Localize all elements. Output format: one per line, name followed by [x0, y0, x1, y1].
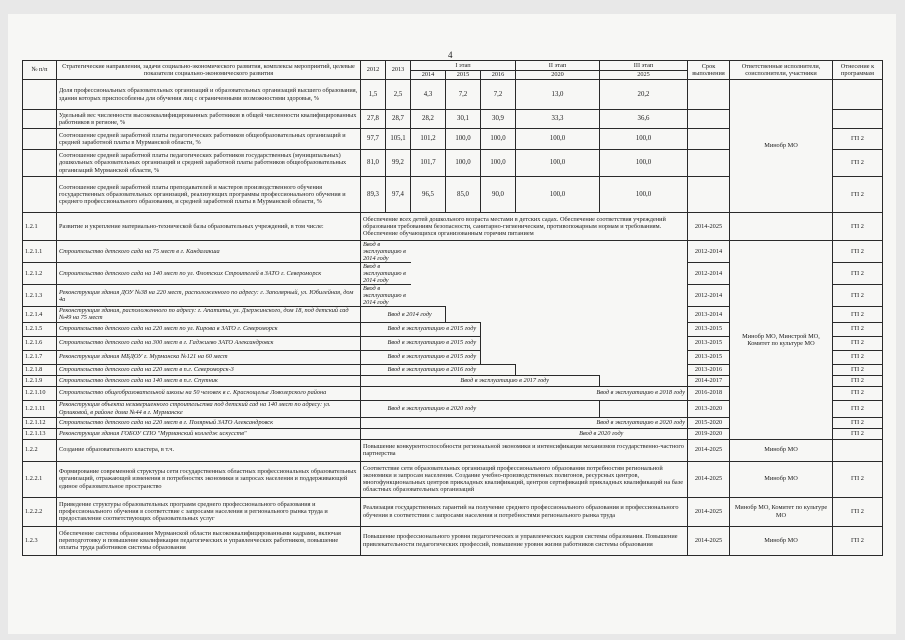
term-cell: 2014-2025	[688, 497, 730, 526]
header-term: Срок выполнения	[688, 61, 730, 80]
term-cell: 2013-2015	[688, 336, 730, 350]
program-cell: ГП 2	[833, 400, 883, 417]
header-stage-3: III этап	[600, 61, 688, 71]
timeline-bar: Ввод в эксплуатацию в 2014 году	[361, 241, 411, 263]
header-responsible: Ответственные исполнители, соисполнители, участники	[730, 61, 833, 80]
measure-text: Строительство детского сада на 140 мест по ул. Флотских Строителей в ЗАТО г. Североморск	[57, 263, 361, 285]
timeline-bar: Ввод в эксплуатацию в 2015 году	[386, 350, 481, 364]
measure-row-1-2-2	[23, 439, 883, 461]
timeline-bar: Ввод в эксплуатацию в 2014 году	[361, 263, 411, 285]
header-2016: 2016	[481, 71, 516, 80]
value-cell: 1,5	[361, 80, 386, 110]
timeline-bar: Ввод в эксплуатацию в 2015 году	[386, 322, 481, 336]
measure-text: Реконструкция здания МБДОУ г. Мурманска №121 на 60 мест	[57, 350, 361, 364]
value-cell: 100,0	[446, 150, 481, 177]
value-cell: 105,1	[386, 129, 411, 150]
expected-result: Повышение конкурентоспособности региональной экономики и интенсификация механизмов государственно-частного партнерства	[361, 439, 688, 461]
program-cell: ГП 2	[833, 263, 883, 285]
row-number: 1.2.1.12	[23, 417, 57, 428]
measure-text: Развитие и укрепление материально-технической базы образовательных учреждений, в том числе:	[57, 213, 361, 241]
term-cell: 2014-2025	[688, 526, 730, 555]
value-cell: 97,4	[386, 177, 411, 213]
indicator-text: Доля профессиональных образовательных организаций и образовательных организаций высшего образования, здания которых приспособлены для обучения лиц с ограниченными возможностями здоровья, %	[57, 80, 361, 110]
measure-row-1-2-1	[23, 213, 883, 241]
program-cell: ГП 2	[833, 350, 883, 364]
program-cell: ГП 2	[833, 386, 883, 400]
value-cell: 7,2	[446, 80, 481, 110]
program-cell: ГП 2	[833, 150, 883, 177]
term-cell: 2015-2020	[688, 417, 730, 428]
program-cell: ГП 2	[833, 307, 883, 322]
value-cell: 100,0	[481, 150, 516, 177]
program-cell: ГП 2	[833, 213, 883, 241]
row-number: 1.2.1.8	[23, 364, 57, 375]
term-cell: 2012-2014	[688, 263, 730, 285]
measure-text: Обеспечение системы образования Мурманской области высококвалифицированными кадрами, включая переподготовку и повышение квалификации педагогических и управленческих работников, повышение оплаты труда работников системы образования	[57, 526, 361, 555]
value-cell: 4,3	[411, 80, 446, 110]
timeline-bar: Ввод в эксплуатацию в 2014 году	[361, 285, 411, 307]
program-cell: ГП 2	[833, 417, 883, 428]
value-cell: 100,0	[516, 177, 600, 213]
term-cell: 2014-2025	[688, 213, 730, 241]
indicator-row	[23, 80, 883, 110]
measure-text: Реконструкция здания ГОБОУ СПО "Мурманский колледж искусств"	[57, 428, 361, 439]
row-number: 1.2.2	[23, 439, 57, 461]
indicator-text: Соотношение средней заработной платы педагогических работников общеобразовательных организаций и средней заработной платы в Мурманской области, %	[57, 129, 361, 150]
measure-text: Реконструкция объекта незавершенного строительства под детский сад на 140 мест по адресу: ул. Орликовой, в районе дома №44 в г. Мурманске	[57, 400, 361, 417]
row-number: 1.2.1.3	[23, 285, 57, 307]
header-directions: Стратегические направления, задачи социально-экономического развития, комплексы мероприятий, целевые показатели социально-экономического развития	[57, 61, 361, 80]
header-stage-1: I этап	[411, 61, 516, 71]
term-cell: 2019-2020	[688, 428, 730, 439]
header-2020: 2020	[516, 71, 600, 80]
value-cell: 100,0	[516, 129, 600, 150]
header-stage-2: II этап	[516, 61, 600, 71]
term-cell: 2014-2025	[688, 461, 730, 497]
term-cell: 2013-2015	[688, 350, 730, 364]
program-cell: ГП 2	[833, 428, 883, 439]
timeline-bar: Ввод в эксплуатацию в 2020 году	[446, 417, 688, 428]
measure-row-1-2-2-2	[23, 497, 883, 526]
value-cell: 30,9	[481, 110, 516, 129]
row-number: 1.2.2.1	[23, 461, 57, 497]
term-cell: 2012-2014	[688, 241, 730, 263]
term-cell: 2013-2016	[688, 364, 730, 375]
term-cell: 2013-2014	[688, 307, 730, 322]
measure-text: Строительство детского сада на 75 мест в г. Кандалакша	[57, 241, 361, 263]
responsible-cell: Минобр МО	[730, 461, 833, 497]
expected-result: Повышение профессионального уровня педагогических и управленческих кадров системы образования. Повышение привлекательности педагогических профессий, повышение уровня жизни работников системы образования	[361, 526, 688, 555]
program-cell: ГП 2	[833, 526, 883, 555]
timeline-bar: Ввод в эксплуатацию в 2018 году	[516, 386, 688, 400]
program-cell: ГП 2	[833, 241, 883, 263]
value-cell: 28,7	[386, 110, 411, 129]
program-cell: ГП 2	[833, 336, 883, 350]
value-cell: 101,2	[411, 129, 446, 150]
program-cell: ГП 2	[833, 285, 883, 307]
expected-result: Обеспечение всех детей дошкольного возраста местами в детских садах. Обеспечение соответствия учреждений образования требованиям безопасности, санитарно-гигиеническим, противопожарным нормам и требованиям. Обеспечение обучающихся организованным горячим питанием	[361, 213, 688, 241]
term-cell: 2013-2015	[688, 322, 730, 336]
value-cell: 96,5	[411, 177, 446, 213]
term-cell: 2014-2017	[688, 375, 730, 386]
program-cell: ГП 2	[833, 461, 883, 497]
header-2014: 2014	[411, 71, 446, 80]
value-cell: 97,7	[361, 129, 386, 150]
header-2012: 2012	[361, 61, 386, 80]
value-cell: 81,0	[361, 150, 386, 177]
measure-text: Строительство детского сада на 220 мест в п.г. Североморск-3	[57, 364, 361, 375]
value-cell: 33,3	[516, 110, 600, 129]
responsible-cell: Минобр МО, Комитет по культуре МО	[730, 497, 833, 526]
responsible-cell: Минобр МО	[730, 439, 833, 461]
timeline-bar: Ввод в эксплуатацию в 2016 году	[386, 364, 516, 375]
row-number: 1.2.1	[23, 213, 57, 241]
measure-text: Строительство детского сада на 220 мест по ул. Кирова в ЗАТО г. Североморск	[57, 322, 361, 336]
value-cell: 30,1	[446, 110, 481, 129]
value-cell: 13,0	[516, 80, 600, 110]
program-cell: ГП 2	[833, 497, 883, 526]
expected-result: Соответствие сети образовательных организаций профессионального образования потребностям региональной экономики и запросам населения. Создание учебно-производственных полигонов, ресурсных центров, многофункциональных центров прикладных квалификаций, центров сертификаций прикладных квалификаций на базе областных образовательных организаций	[361, 461, 688, 497]
row-number: 1.2.1.10	[23, 386, 57, 400]
header-2025: 2025	[600, 71, 688, 80]
term-cell: 2016-2018	[688, 386, 730, 400]
page-number: 4	[448, 50, 453, 60]
responsible-cell: Минобр МО	[730, 80, 833, 213]
measure-text: Строительство общеобразовательной школы на 50 человек в с. Краснощелье Ловозерского района	[57, 386, 361, 400]
value-cell: 20,2	[600, 80, 688, 110]
measure-row-1-2-3	[23, 526, 883, 555]
row-number: 1.2.1.1	[23, 241, 57, 263]
term-cell: 2012-2014	[688, 285, 730, 307]
value-cell: 89,3	[361, 177, 386, 213]
indicator-text: Соотношение средней заработной платы преподавателей и мастеров производственного обучения государственных образовательных организаций, реализующих программы профессионального обучения и среднего профессионального образования, и средней заработной платы в Мурманской области, %	[57, 177, 361, 213]
expected-result: Реализация государственных гарантий на получение среднего профессионального образования и профессионального обучения в соответствии с запросами населения и потребностями регионального рынка труда	[361, 497, 688, 526]
program-cell: ГП 2	[833, 364, 883, 375]
row-number: 1.2.1.13	[23, 428, 57, 439]
row-number: 1.2.1.4	[23, 307, 57, 322]
timeline-bar: Ввод в эксплуатацию в 2015 году	[386, 336, 481, 350]
term-cell: 2013-2020	[688, 400, 730, 417]
row-number: 1.2.1.7	[23, 350, 57, 364]
value-cell: 85,0	[446, 177, 481, 213]
program-cell: ГП 2	[833, 129, 883, 150]
value-cell: 100,0	[516, 150, 600, 177]
timeline-bar: Ввод в 2020 году	[516, 428, 688, 439]
timeline-bar: Ввод в эксплуатацию в 2017 году	[411, 375, 600, 386]
header-programs: Отнесение к программам	[833, 61, 883, 80]
measure-text: Строительство детского сада на 220 мест в г. Полярный ЗАТО Александровск	[57, 417, 361, 428]
indicator-text: Удельный вес численности высококвалифицированных работников в общей численности квалифицированных работников в регионе, %	[57, 110, 361, 129]
row-number: 1.2.1.9	[23, 375, 57, 386]
program-cell	[833, 110, 883, 129]
measure-text: Реконструкция здания, расположенного по адресу: г. Апатиты, ул. Дзержинского, дом 18, под детский сад №49 на 75 мест	[57, 307, 361, 322]
responsible-cell: Минобр МО	[730, 526, 833, 555]
program-cell	[833, 80, 883, 110]
value-cell: 100,0	[446, 129, 481, 150]
header-2015: 2015	[446, 71, 481, 80]
row-number: 1.2.1.6	[23, 336, 57, 350]
measure-text: Создание образовательного кластера, в т.ч.	[57, 439, 361, 461]
row-number: 1.2.1.5	[23, 322, 57, 336]
responsible-cell: Минобр МО, Минстрой МО, Комитет по культуре МО	[730, 241, 833, 440]
value-cell: 100,0	[600, 177, 688, 213]
row-number: 1.2.1.11	[23, 400, 57, 417]
row-number: 1.2.1.2	[23, 263, 57, 285]
value-cell: 36,6	[600, 110, 688, 129]
program-cell: ГП 2	[833, 177, 883, 213]
measure-text: Строительство детского сада на 140 мест в п.г. Спутник	[57, 375, 361, 386]
value-cell: 99,2	[386, 150, 411, 177]
timeline-bar: Ввод в эксплуатацию в 2020 году	[386, 400, 600, 417]
program-cell: ГП 2	[833, 375, 883, 386]
value-cell: 101,7	[411, 150, 446, 177]
row-number: 1.2.3	[23, 526, 57, 555]
program-cell: ГП 2	[833, 322, 883, 336]
header-2013: 2013	[386, 61, 411, 80]
value-cell: 90,0	[481, 177, 516, 213]
header-num: № п/п	[23, 61, 57, 80]
term-cell: 2014-2025	[688, 439, 730, 461]
measure-text: Приведение структуры образовательных программ среднего профессионального образования и профессионального обучения в соответствие с запросами населения и регионального рынка труда и предоставление соответствующих образовательных услуг	[57, 497, 361, 526]
measure-text: Формирование современной структуры сети государственных областных профессиональных образовательных организаций, отражающей изменения в потребностях экономики и запросах населения и поддерживающей единое образовательное пространство	[57, 461, 361, 497]
value-cell: 28,2	[411, 110, 446, 129]
measure-row-1-2-2-1	[23, 461, 883, 497]
measure-text: Строительство детского сада на 300 мест в г. Гаджиево ЗАТО Александровск	[57, 336, 361, 350]
indicator-text: Соотношение средней заработной платы педагогических работников государственных (муниципальных) дошкольных образовательных организаций и средней заработной платы работников общеобразовательных организаций Мурманской области, %	[57, 150, 361, 177]
value-cell: 2,5	[386, 80, 411, 110]
measure-text: Реконструкция здания ДОУ №38 на 220 мест, расположенного по адресу: г. Заполярный, ул. Юбилейная, дом 4а	[57, 285, 361, 307]
value-cell: 100,0	[600, 129, 688, 150]
program-table	[22, 60, 883, 556]
value-cell: 7,2	[481, 80, 516, 110]
row-number: 1.2.2.2	[23, 497, 57, 526]
value-cell: 27,8	[361, 110, 386, 129]
value-cell: 100,0	[481, 129, 516, 150]
sub-measure-row	[23, 241, 883, 263]
timeline-bar: Ввод в 2014 году	[386, 307, 446, 322]
value-cell: 100,0	[600, 150, 688, 177]
program-cell	[833, 439, 883, 461]
